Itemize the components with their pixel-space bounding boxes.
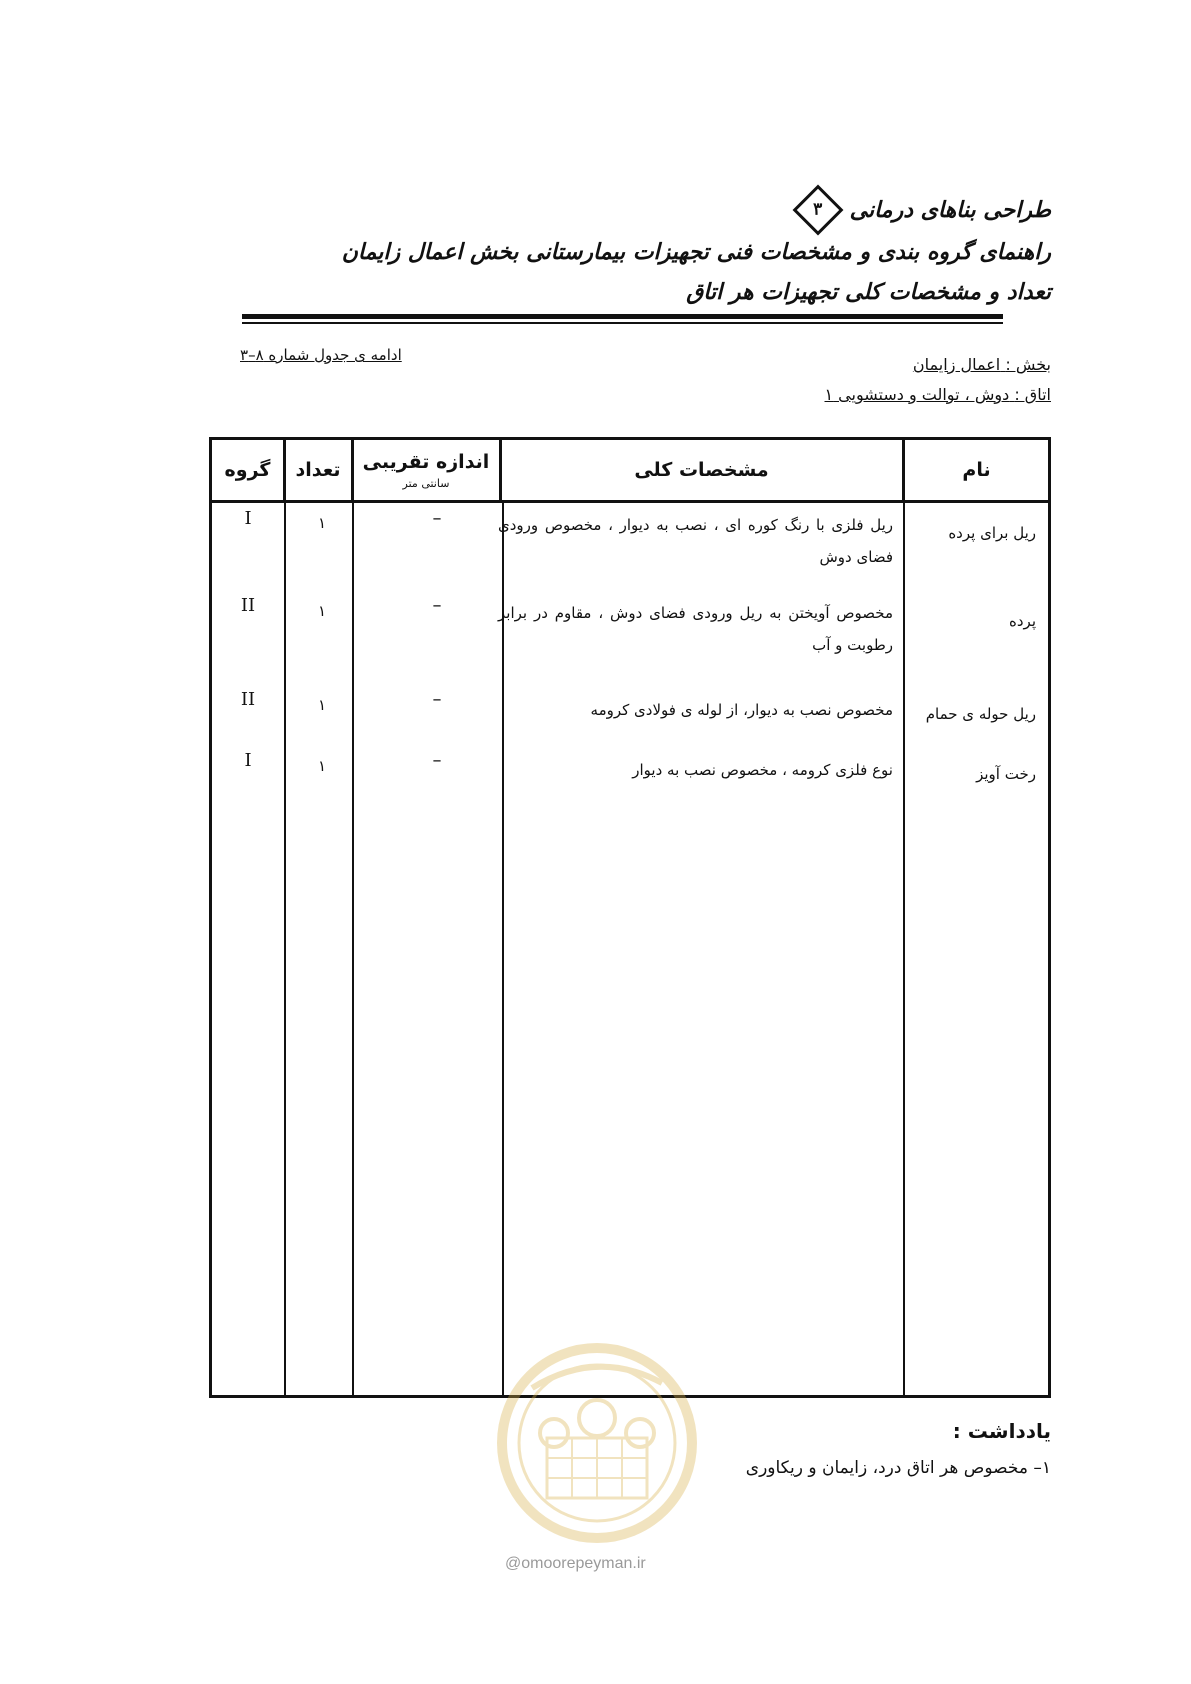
row-name: رخت آویز [976, 765, 1036, 783]
header-subtitle: راهنمای گروه بندی و مشخصات فنی تجهیزات بیمارستانی بخش اعمال زایمان [341, 239, 1051, 265]
at-icon: @ [505, 1555, 522, 1572]
header-name: نام [902, 437, 1051, 503]
number-badge-icon: ۳ [792, 185, 843, 236]
column-divider [352, 437, 354, 1395]
section-value: اعمال زایمان [912, 355, 1001, 374]
header-title: طراحی بناهای درمانی [849, 197, 1051, 223]
section-line [825, 350, 1052, 380]
header-section-title: تعداد و مشخصات کلی تجهیزات هر اتاق [686, 279, 1051, 305]
row-spec: نوع فلزی کرومه ، مخصوص نصب به دیوار [632, 761, 893, 779]
room-label: اتاق : [1014, 385, 1051, 404]
header-size-unit: سانتی متر [402, 476, 450, 490]
row-qty: ۱ [317, 514, 327, 532]
header-qty: تعداد [282, 437, 354, 503]
header-size: اندازه تقریبی سانتی متر [350, 437, 502, 503]
row-size: – [432, 508, 442, 529]
header-group: گروه [209, 437, 286, 503]
room-line [825, 380, 1052, 410]
row-size: – [432, 750, 442, 771]
column-divider [502, 437, 504, 1395]
table-header-row [212, 437, 1048, 503]
row-group: I [244, 508, 252, 529]
row-name: ریل حوله ی حمام [925, 705, 1036, 723]
header-line1 [291, 188, 1051, 232]
column-divider [284, 437, 286, 1395]
row-qty: ۱ [317, 602, 327, 620]
row-group: I [244, 750, 252, 771]
row-qty: ۱ [317, 757, 327, 775]
row-size: – [432, 689, 442, 710]
watermark-text: @omoorepeyman.ir [505, 1555, 646, 1572]
row-qty: ۱ [317, 696, 327, 714]
row-spec: مخصوص نصب به دیوار، از لوله ی فولادی کرومه [590, 701, 893, 719]
row-spec: مخصوص آویختن به ریل ورودی فضای دوش ، مقاوم در برابر رطوبت و آب [498, 604, 893, 654]
document-header [291, 188, 1051, 312]
header-rule-thin [242, 322, 1003, 324]
row-name: ریل برای پرده [948, 524, 1036, 542]
header-spec: مشخصات کلی [498, 437, 905, 503]
column-divider [903, 437, 905, 1395]
notes-title: یادداشت : [952, 1419, 1051, 1443]
room-meta [825, 350, 1052, 410]
table-continuation: ادامه ی جدول شماره ۸–۳ [240, 346, 402, 364]
row-group: II [240, 689, 256, 710]
watermark-seal-icon [492, 1328, 702, 1558]
row-spec: ریل فلزی با رنگ کوره ای ، نصب به دیوار ، مخصوص ورودی فضای دوش [498, 516, 893, 566]
section-label: بخش : [1005, 355, 1051, 374]
equipment-table [209, 437, 1051, 1398]
notes-section [746, 1412, 1051, 1486]
row-name: پرده [1009, 612, 1036, 630]
row-group: II [240, 595, 256, 616]
note-item: ۱– مخصوص هر اتاق درد، زایمان و ریکاوری [745, 1458, 1051, 1478]
row-size: – [432, 595, 442, 616]
room-value: دوش ، توالت و دستشویی ۱ [824, 385, 1010, 404]
header-rule [242, 314, 1003, 319]
